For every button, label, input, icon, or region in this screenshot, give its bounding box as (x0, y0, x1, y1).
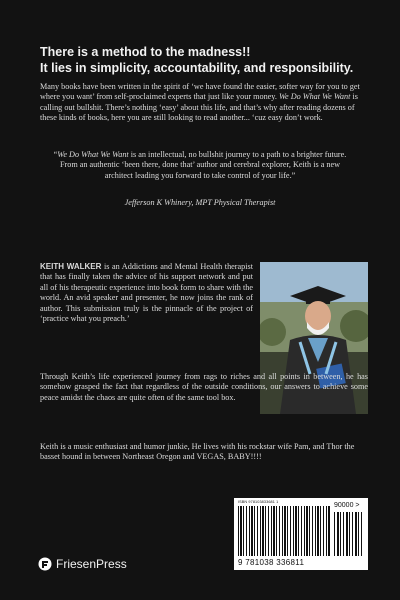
intro-part-1: Many books have been written in the spirit of ‘we have found the easier, softer way for you to get where you want’ from self-proclaimed experts that just like your money. (40, 82, 360, 102)
quote-open-mark: “ (53, 150, 58, 159)
author-name: KEITH WALKER (40, 262, 102, 271)
price-barcode-bars (334, 512, 364, 556)
quote-book-title: We Do What We Want (57, 150, 129, 159)
bio-text-1: is an Addictions and Mental Health therapist that has finally taken the advice of his support network and put all of his therapeutic experience into book form to share with the world. An avid speaker and presenter, he now joins the rank of author. This submission truly is the pinnacle of the project of ‘practice what you preach.’ (40, 262, 254, 324)
author-bio-paragraph-3: Keith is a music enthusiast and humor junkie, He lives with his rockstar wife Pam, and Thor the basset hound in between Northeast Oregon and VEGAS, BABY!!!! (40, 442, 355, 462)
testimonial-attribution: Jefferson K Whinery, MPT Physical Therapist (124, 198, 276, 207)
isbn-digits: 9 781038 336811 (238, 558, 305, 567)
headline-line-1: There is a method to the madness!! (40, 45, 251, 59)
barcode-bars (238, 506, 330, 556)
author-bio-paragraph-1 (40, 262, 253, 324)
headline-line-2: It lies in simplicity, accountability, and responsibility. (40, 61, 354, 75)
price-code: 90000 > (334, 502, 360, 509)
quote-text: is an intellectual, no bullshit journey to a path to a brighter future. From an authentic ‘been there, done that’ author and cerebral explorer, Keith is a new architect leading you forward to take control of your life.” (59, 150, 347, 180)
intro-paragraph (40, 82, 365, 124)
intro-part-2: is calling out bullshit. There’s nothing ‘easy’ about this life, and that’s why after reading dozens of these kinds of books, here you are still looking to read another... ‘cuz easy don’t work. (40, 92, 358, 123)
isbn-label: ISBN 978103833681 1 (238, 500, 279, 504)
publisher-logo (38, 557, 127, 571)
testimonial-quote (50, 150, 350, 181)
intro-book-title: We Do What We Want (278, 92, 351, 102)
friesenpress-logo-icon (38, 557, 52, 571)
author-bio-paragraph-2: Through Keith’s life experienced journey from rags to riches and all points in between, he has somehow grasped the fact that regardless of the outside conditions, our answers to achieve some peace amidst the chaos are quite often of the same tool box. (40, 372, 368, 402)
back-cover-headline (40, 44, 370, 76)
publisher-name: FriesenPress (56, 557, 127, 571)
isbn-barcode (234, 498, 368, 570)
